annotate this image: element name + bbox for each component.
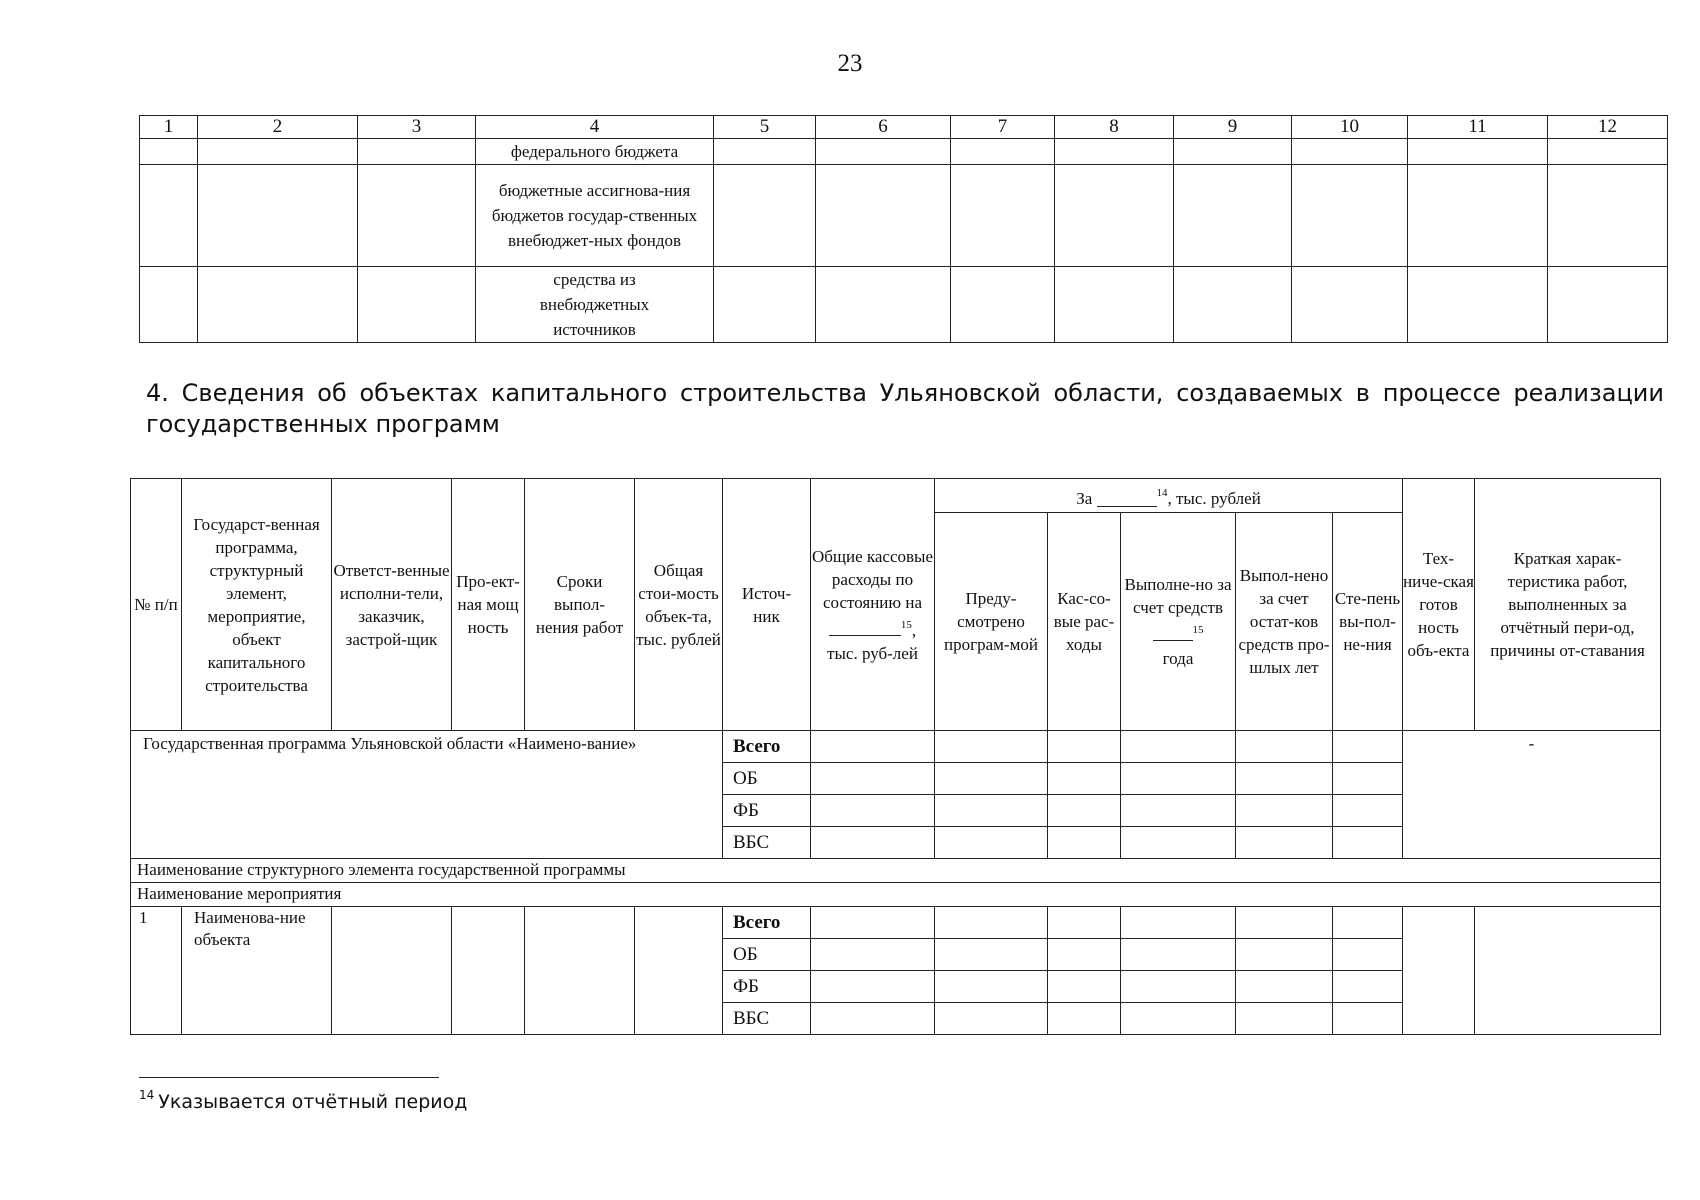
header-readiness: Тех-ниче-ская готов ность объ-екта [1403, 479, 1475, 731]
object-num-cell: 1 [131, 907, 182, 1035]
cash-total-prefix: Общие кассовые расходы по состоянию на [811, 546, 934, 612]
source-cell: ОБ [723, 763, 811, 795]
source-cell: Всего [723, 731, 811, 763]
page-number: 23 [837, 50, 863, 77]
column-number: 5 [714, 116, 816, 139]
header-degree: Сте-пень вы-пол-не-ния [1333, 513, 1403, 731]
header-cash-total: Общие кассовые расходы по состоянию на $^{15}$, тыс. руб-лей [811, 479, 935, 731]
column-number: 3 [358, 116, 476, 139]
funding-source-cell: средства из внебюджетных источников [476, 267, 714, 343]
header-num: № п/п [131, 479, 182, 731]
header-done-prev: Выпол-нено за счет остат-ков средств про-шлых лет [1236, 513, 1333, 731]
column-number: 6 [816, 116, 951, 139]
header-program: Государст-венная программа, структурный элемент, мероприятие, объект капитального строительства [182, 479, 332, 731]
footnote-mark: 14 [1156, 486, 1168, 499]
footnote-mark: 14 [139, 1088, 155, 1102]
header-brief: Краткая харак-теристика работ, выполненных за отчётный пери-од, причины от-ставания [1475, 479, 1661, 731]
table-row [140, 267, 1668, 343]
period-prefix: За [1076, 488, 1093, 508]
source-cell: ФБ [723, 971, 811, 1003]
table-row [131, 731, 1661, 763]
object-name-cell: Наименова-ние объекта [182, 907, 332, 1035]
done-funds-prefix: Выполне-но за счет средств [1124, 575, 1232, 617]
column-number: 2 [198, 116, 358, 139]
capital-construction-table [130, 478, 1661, 1035]
column-number: 7 [951, 116, 1055, 139]
footnote-mark: 15 [1192, 624, 1204, 636]
source-cell: ВБС [723, 1003, 811, 1035]
source-cell: ФБ [723, 795, 811, 827]
year-blank [1153, 640, 1193, 641]
header-period [935, 479, 1403, 513]
date-blank [829, 635, 901, 636]
cash-total-suffix: тыс. руб-лей [827, 643, 918, 663]
table-row [131, 907, 1661, 939]
footnote [139, 1088, 467, 1113]
program-name-cell: Государственная программа Ульяновской области «Наимено-вание» [131, 731, 723, 859]
column-number-row [140, 116, 1668, 139]
footnote-divider [139, 1077, 439, 1078]
column-number: 12 [1548, 116, 1668, 139]
column-number: 1 [140, 116, 198, 139]
column-number: 11 [1408, 116, 1548, 139]
source-cell: Всего [723, 907, 811, 939]
header-terms: Сроки выпол-нения работ [525, 479, 635, 731]
period-blank [1097, 506, 1157, 507]
source-cell: ОБ [723, 939, 811, 971]
header-cash-spent: Кас-со-вые рас-ходы [1048, 513, 1121, 731]
footnote-text: Указывается отчётный период [158, 1091, 468, 1113]
header-done-funds [1121, 513, 1236, 731]
program-brief-cell: - [1403, 731, 1661, 859]
continuation-table [139, 115, 1668, 343]
header-row [131, 479, 1661, 513]
header-capacity: Про-ект-ная мощ ность [452, 479, 525, 731]
header-total-cost: Общая стои-мость объек-та, тыс. рублей [635, 479, 723, 731]
column-number: 4 [476, 116, 714, 139]
source-cell: ВБС [723, 827, 811, 859]
column-number: 9 [1174, 116, 1292, 139]
activity-row: Наименование мероприятия [131, 883, 1661, 907]
table-row [140, 165, 1668, 267]
header-responsible: Ответст-венные исполни-тели, заказчик, застрой-щик [332, 479, 452, 731]
footnote-mark: 15 [900, 618, 912, 631]
structural-element-row: Наименование структурного элемента государственной программы [131, 859, 1661, 883]
section-heading: 4. Сведения об объектах капитального строительства Ульяновской области, создаваемых в процессе реализации государственных программ [146, 379, 1664, 438]
table-row [131, 883, 1661, 907]
header-planned: Преду-смотрено програм-мой [935, 513, 1048, 731]
funding-source-cell: бюджетные ассигнова-ния бюджетов государ-ственных внебюджет-ных фондов [476, 165, 714, 267]
table-row [131, 859, 1661, 883]
period-suffix: , тыс. рублей [1167, 488, 1261, 508]
column-number: 10 [1292, 116, 1408, 139]
table-row [140, 139, 1668, 165]
column-number: 8 [1055, 116, 1174, 139]
funding-source-cell: федерального бюджета [476, 139, 714, 165]
header-source: Источ-ник [723, 479, 811, 731]
done-funds-suffix: года [1162, 649, 1194, 668]
